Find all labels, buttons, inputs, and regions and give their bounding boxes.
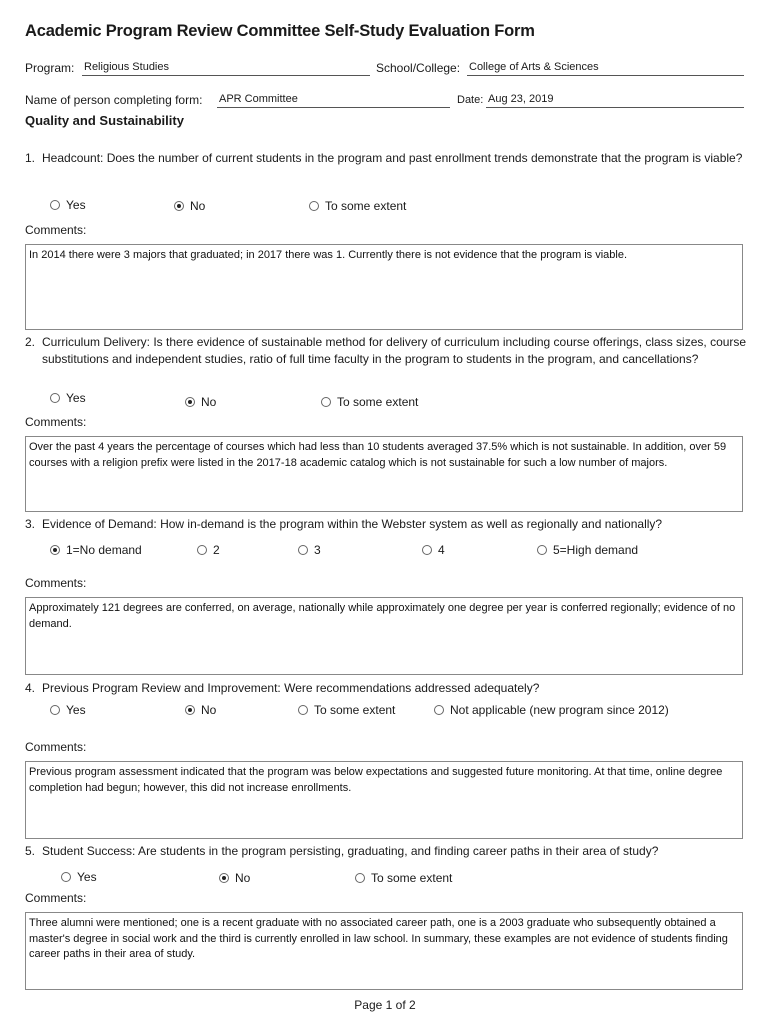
radio-icon[interactable] xyxy=(197,545,207,555)
question-text: Curriculum Delivery: Is there evidence of sustainable method for delivery of curriculum including course offerings, class sizes, course substitutions and independent studies, ratio of full time faculty in the program to students in the program, and cancellations? xyxy=(42,335,747,366)
question-number: 4. xyxy=(25,681,36,695)
school-field[interactable] xyxy=(467,59,744,76)
question-2 xyxy=(25,334,747,368)
q2-comment-box[interactable]: Over the past 4 years the percentage of courses which had less than 10 students averaged 37.5% which is not sustainable. In addition, over 59 courses with a religion prefix were listed in the 2017-18 academic catalog which is not sustainable for such a low number of majors. xyxy=(25,436,743,512)
question-text: Student Success: Are students in the program persisting, graduating, and finding career paths in their area of study? xyxy=(42,844,659,858)
option-label: To some extent xyxy=(314,703,396,717)
radio-selected-icon[interactable] xyxy=(185,397,195,407)
option-label: 5=High demand xyxy=(553,543,639,557)
question-text: Previous Program Review and Improvement: Were recommendations addressed adequately? xyxy=(42,681,540,695)
option-label: Yes xyxy=(77,870,97,884)
form-title: Academic Program Review Committee Self-Study Evaluation Form xyxy=(25,22,535,40)
option-label: 1=No demand xyxy=(66,543,142,557)
q3-comment-box[interactable]: Approximately 121 degrees are conferred, on average, nationally while approximately one degree per year is conferred regionally; evidence of no demand. xyxy=(25,597,743,675)
q5-option-yes[interactable] xyxy=(61,870,97,884)
comments-label: Comments: xyxy=(25,576,87,590)
question-text: Evidence of Demand: How in-demand is the program within the Webster system as well as regionally and nationally? xyxy=(42,517,663,531)
question-5 xyxy=(25,843,745,860)
program-value: Religious Studies xyxy=(84,61,169,73)
q5-option-some[interactable] xyxy=(355,871,452,885)
option-label: Yes xyxy=(66,391,86,405)
option-label: No xyxy=(201,395,217,409)
q3-option-4[interactable] xyxy=(422,543,445,557)
person-field[interactable] xyxy=(217,91,450,108)
page-number: Page 1 of 2 xyxy=(354,998,416,1012)
option-label: No xyxy=(201,703,217,717)
section-title: Quality and Sustainability xyxy=(25,113,184,128)
radio-icon[interactable] xyxy=(422,545,432,555)
q2-option-no[interactable] xyxy=(185,395,216,409)
question-number: 1. xyxy=(25,151,36,165)
person-value: APR Committee xyxy=(219,93,298,105)
q3-option-1[interactable] xyxy=(50,543,142,557)
radio-icon[interactable] xyxy=(50,705,60,715)
question-3 xyxy=(25,516,745,533)
q4-option-no[interactable] xyxy=(185,703,216,717)
radio-selected-icon[interactable] xyxy=(50,545,60,555)
option-label: To some extent xyxy=(325,199,407,213)
q1-comment-box[interactable]: In 2014 there were 3 majors that graduated; in 2017 there was 1. Currently there is not evidence that the program is viable. xyxy=(25,244,743,330)
q3-option-5[interactable] xyxy=(537,543,638,557)
school-label: School/College: xyxy=(376,61,461,75)
option-label: Not applicable (new program since 2012) xyxy=(450,703,669,717)
date-label: Date: xyxy=(457,94,484,106)
radio-icon[interactable] xyxy=(309,201,319,211)
q4-option-some[interactable] xyxy=(298,703,395,717)
q2-option-yes[interactable] xyxy=(50,391,86,405)
q1-option-no[interactable] xyxy=(174,199,205,213)
radio-icon[interactable] xyxy=(537,545,547,555)
q2-option-some[interactable] xyxy=(321,395,418,409)
radio-icon[interactable] xyxy=(50,200,60,210)
radio-icon[interactable] xyxy=(434,705,444,715)
question-number: 3. xyxy=(25,517,36,531)
option-label: Yes xyxy=(66,703,86,717)
question-number: 2. xyxy=(25,335,36,349)
option-label: Yes xyxy=(66,198,86,212)
radio-icon[interactable] xyxy=(321,397,331,407)
comments-label: Comments: xyxy=(25,223,87,237)
comments-label: Comments: xyxy=(25,891,87,905)
comments-label: Comments: xyxy=(25,740,87,754)
radio-icon[interactable] xyxy=(298,545,308,555)
question-1 xyxy=(25,150,745,167)
radio-selected-icon[interactable] xyxy=(219,873,229,883)
question-4 xyxy=(25,680,745,697)
q4-option-yes[interactable] xyxy=(50,703,86,717)
option-label: 2 xyxy=(213,543,220,557)
radio-selected-icon[interactable] xyxy=(185,705,195,715)
option-label: No xyxy=(190,199,206,213)
q1-option-yes[interactable] xyxy=(50,198,86,212)
q4-comment-box[interactable]: Previous program assessment indicated that the program was below expectations and suggested future monitoring. At that time, online degree completion had begun; however, this did not increase enrollments. xyxy=(25,761,743,839)
option-label: No xyxy=(235,871,251,885)
q4-option-na[interactable] xyxy=(434,703,669,717)
school-value: College of Arts & Sciences xyxy=(469,61,599,73)
option-label: 4 xyxy=(438,543,445,557)
radio-selected-icon[interactable] xyxy=(174,201,184,211)
radio-icon[interactable] xyxy=(355,873,365,883)
option-label: To some extent xyxy=(371,871,453,885)
q3-option-3[interactable] xyxy=(298,543,321,557)
q3-option-2[interactable] xyxy=(197,543,220,557)
option-label: 3 xyxy=(314,543,321,557)
question-number: 5. xyxy=(25,844,36,858)
program-label: Program: xyxy=(25,61,75,75)
radio-icon[interactable] xyxy=(298,705,308,715)
question-text: Headcount: Does the number of current students in the program and past enrollment trends demonstrate that the program is viable? xyxy=(42,151,743,165)
option-label: To some extent xyxy=(337,395,419,409)
program-field[interactable] xyxy=(82,59,370,76)
person-label: Name of person completing form: xyxy=(25,93,203,107)
date-field[interactable] xyxy=(486,91,744,108)
comments-label: Comments: xyxy=(25,415,87,429)
q1-option-some[interactable] xyxy=(309,199,406,213)
radio-icon[interactable] xyxy=(50,393,60,403)
q5-comment-box[interactable]: Three alumni were mentioned; one is a recent graduate with no associated career path, one is a 2003 graduate who subsequently obtained a master's degree in social work and the third is currently enrolled in law school. In summary, these examples are not evidence of students finding career paths in their area of study. xyxy=(25,912,743,990)
radio-icon[interactable] xyxy=(61,872,71,882)
q5-option-no[interactable] xyxy=(219,871,250,885)
date-value: Aug 23, 2019 xyxy=(488,93,554,105)
